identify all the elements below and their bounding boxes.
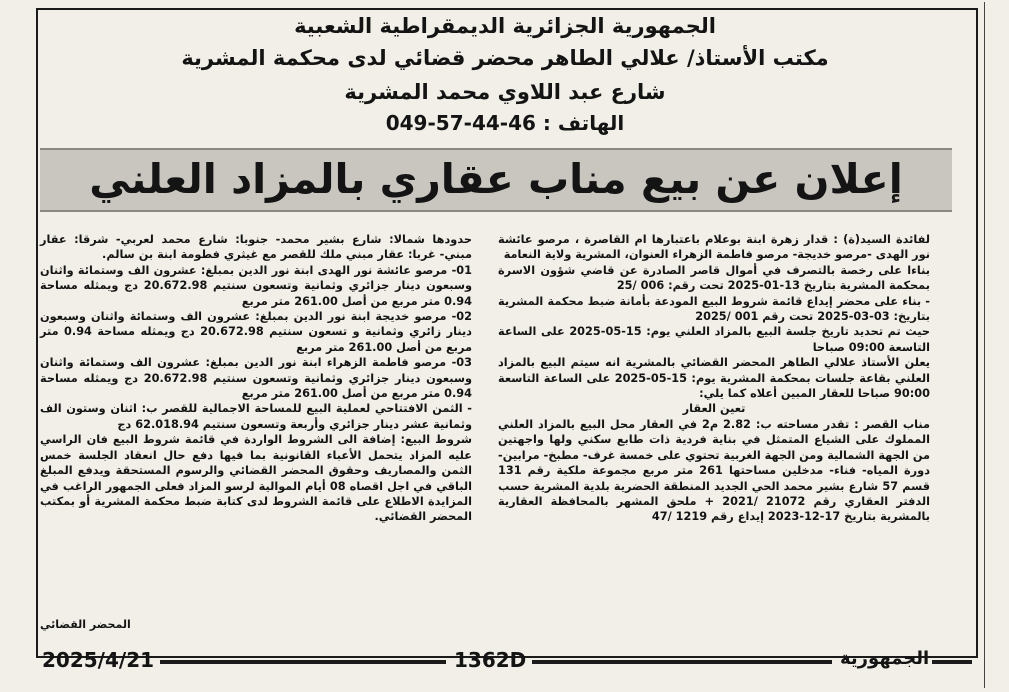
column-divider-line <box>984 2 985 688</box>
paragraph-permission: بناءا على رخصة بالتصرف في أموال قاصر الصادرة عن قاضي شؤون الاسرة بمحكمة المشرية بتاريخ 13-01-2025 تحت رقم: 006 /25 <box>498 263 930 293</box>
footer-rule-middle <box>532 660 832 664</box>
paragraph-boundaries: حدودها شمالا: شارع بشير محمد- جنوبا: شارع محمد لعربي- شرقا: عقار مبني- غربا: عقار مبني ملك للقصر مع غيثري فطومة ابنة بن سالم. <box>40 233 472 262</box>
paragraph-deposit: - بناء على محضر إيداع قائمة شروط البيع المودعة بأمانة ضبط محكمة المشرية بتاريخ: 03-03-2025 تحت رقم 001 /2025 <box>498 294 930 324</box>
footer-rule-left <box>160 660 446 664</box>
right-column <box>498 232 930 630</box>
signature: المحضر القضائي <box>40 618 131 631</box>
header-address: شارع عبد اللاوي محمد المشرية <box>344 80 666 104</box>
paragraph-property-description: مناب القصر : تقدر مساحته ب: 2.82 م2 في العقار محل البيع بالمزاد العلني المملوك على الشياع المتمثل في بناية فردية ذات طابع سكني ولها واجهتين من الجهة الشمالية ومن الجهة الغربية تحتوي على خمسة غرف- مطبخ- مرابين- دورة المياه- فناء- مدخلين مساحتها 261 متر مربع مجموعة ملكية رقم 131 قسم 57 شارع بشير محمد الحي الجديد المنطقة الحضرية بلدية المشرية حسب الدفتر العقاري رقم 21072 /2021 + ملحق المشهر بالمحافظة العقارية بالمشرية بتاريخ 17-12-2023 إيداع رقم 1219 /47 <box>498 417 931 524</box>
announcement-title: إعلان عن بيع مناب عقاري بالمزاد العلني <box>89 155 903 203</box>
paragraph-property-heading: تعين العقار <box>682 402 746 416</box>
paragraph-announcement: يعلن الأستاذ علالي الطاهر المحضر القضائي بالمشرية انه سيتم البيع بالمزاد العلني بقاعة جلسات بمحكمة المشرية يوم: 15-05-2025 على الساعة التاسعة 90:00 صباحا للعقار المبين أعلاه كما يلي: <box>498 356 930 401</box>
newspaper-logo: الجمهورية <box>840 648 930 669</box>
paragraph-beneficiary: لفائدة السيد(ة) : قدار زهرة ابنة بوعلام باعتبارها ام القاصرة ، مرصو عائشة نور الهدى -مرصو خديجة- مرصو فاطمة الزهراء العنوان، المشرية ولاية النعامة <box>498 233 930 262</box>
header-phone: الهاتف : 46-44-57-049 <box>385 111 625 135</box>
header-office: مكتب الأستاذ/ علالي الطاهر محضر قضائي لدى محكمة المشرية <box>181 46 829 70</box>
left-column <box>40 232 472 602</box>
paragraph-share-2: 02- مرصو خديجة ابنة نور الدين بمبلغ: عشرون الف وستمائة واثنان وسبعون دينار زائري وثمانية و تسعون سنتيم 20.672.98 دج ويمثله مساحة 0.94 متر مربع من أصل 261.00 متر مربع <box>40 310 472 354</box>
footer-rule-right <box>932 660 972 664</box>
footer-issue-number: 1362D <box>454 648 527 672</box>
footer-date: 2025/4/21 <box>42 648 155 672</box>
paragraph-share-1: 01- مرصو عائشة نور الهدى ابنة نور الدين بمبلغ: عشرون الف وستمائة واثنان وسبعون دينار جزائري وثمانية وتسعون سنتيم 20.672.98 دج ويمثله مساحة 0.94 متر مربع من أصل 261.00 متر مربع <box>40 263 473 308</box>
paragraph-session-date: حيث تم تحديد تاريخ جلسة البيع بالمزاد العلني يوم: 15-05-2025 على الساعة التاسعة 09:00 صباحا <box>498 325 930 354</box>
paragraph-opening-price: - الثمن الافتتاحي لعملية البيع للمساحة الاجمالية للقصر ب: اثنان وستون الف وثمانية عشر دينار جزائري وأربعة وتسعون سنتيم 62.018.94 دج <box>40 402 472 431</box>
paragraph-share-3: 03- مرصو فاطمة الزهراء ابنة نور الدين بمبلغ: عشرون الف وستمائة واثنان وسبعون دينار جزائري وثمانية وتسعون سنتيم 20.672.98 دج ويمثله مساحة 0.94 متر مربع من أصل 261.00 متر مربع <box>40 356 473 401</box>
header-republic: الجمهورية الجزائرية الديمقراطية الشعبية <box>294 14 716 38</box>
paragraph-sale-conditions: شروط البيع: إضافة الى الشروط الواردة في قائمة شروط البيع فان الراسي عليه المزاد يتحمل الأعباء القانونية بما فيها دفع حال انعقاد الجلسة خمس الثمن والمصاريف وحقوق المحضر القضائي والرسوم المستحقة ويدفع المبلغ الباقي في اجل اقصاه 08 أيام الموالية لرسو المزاد فعلى الجمهور الراغب في المزايدة الاطلاع على قائمة الشروط لدى كتابة ضبط محكمة المشرية أو بمكتب المحضر القضائي. <box>40 433 473 524</box>
